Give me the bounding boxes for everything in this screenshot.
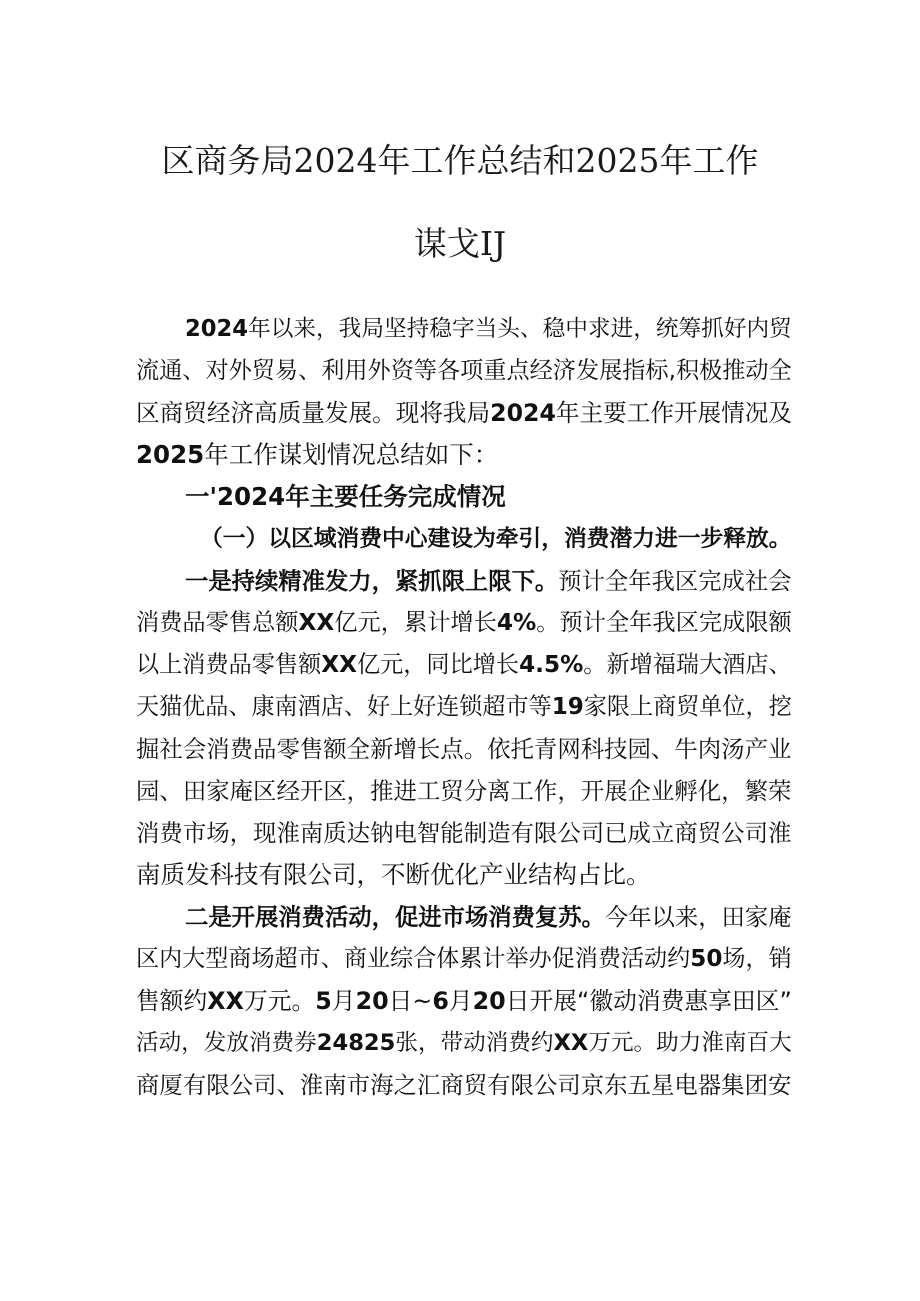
text-segment: 亿元，累计增长 [334,609,497,636]
text-segment: 区商贸经济高质量发展。现将我局 [136,399,491,427]
text-segment: 年以来，我局坚持稳字当头、稳中求进，统筹抓好内贸 [248,316,792,342]
text-segment: 月 [448,987,473,1015]
text-segment: 日开展“徽动消费惠享田区” [505,987,792,1015]
bold-text-segment: 20 [472,987,506,1015]
bold-text-segment: 一是持续精准发力，紧抓限上限下。 [185,567,559,595]
text-line [136,896,792,938]
document-title-line-1: 区商务局2024年工作总结和2025年工作 [161,141,759,180]
text-segment: 家限上商贸单位，挖 [583,694,792,720]
text-segment: 消费市场，现淮南质达钠电智能制造有限公司已成立商贸公司淮 [136,819,792,847]
bold-text-segment: 4.5% [519,652,584,678]
text-segment: 。预计全年我区完成限额 [536,609,792,636]
bold-text-segment: 2024 [490,399,556,427]
text-segment: 售额约 [136,987,208,1015]
bold-text-segment: XX [207,987,244,1015]
bold-text-segment: 4% [496,609,537,636]
text-line [136,728,792,770]
text-line [136,770,792,812]
text-segment: 流通、对外贸易、利用外资等各项重点经济发展指标,积极推动全 [136,358,792,384]
bold-text-segment: 6 [432,987,449,1015]
text-segment: 掘社会消费品零售额全新增长点。依托青网科技园、牛肉汤产业 [136,735,792,763]
text-segment: 年主要工作开展情况及 [555,399,792,427]
bold-text-segment: XX [298,609,335,636]
text-segment: 消费品零售总额 [136,609,299,636]
text-segment: 商厦有限公司、淮南市海之汇商贸有限公司京东五星电器集团安 [136,1071,792,1099]
text-line [136,350,792,392]
document-title-line-2: 谋戈IJ [413,224,507,263]
bold-text-segment: 2024 [185,316,249,342]
text-segment: 日~ [388,987,433,1015]
bold-text-segment: 5 [315,987,332,1015]
text-line [136,434,792,476]
text-line [136,686,792,728]
bold-text-segment: 50 [690,946,723,972]
bold-text-segment: （一）以区域消费中心建设为牵引，消费潜力进一步释放。 [200,526,792,552]
text-line [136,854,792,896]
bold-text-segment: XX [321,652,357,678]
text-segment: 区内大型商场超市、商业综合体累计举办促消费活动约 [136,946,691,972]
text-line [136,392,792,434]
text-segment: 今年以来，田家庵 [604,903,792,931]
document-body [136,308,792,1106]
text-segment: 预计全年我区完成社会 [558,567,792,595]
bold-text-segment: 二是开展消费活动，促进市场消费复苏。 [185,903,605,931]
text-line [136,1022,792,1064]
bold-text-segment: XX [553,1030,589,1056]
text-line [136,644,792,686]
text-line [136,980,792,1022]
bold-text-segment: 19 [551,694,584,720]
text-segment: 园、田家庵区经开区，推进工贸分离工作，开展企业孵化，繁荣 [136,777,792,805]
text-segment: 张，带动消费约 [395,1030,554,1056]
text-segment: 南质发科技有限公司，不断优化产业结构占比。 [136,860,651,889]
text-line [136,476,792,518]
text-line [136,602,792,644]
text-segment: 万元。助力淮南百大 [588,1030,792,1056]
text-segment: 万元。 [243,987,316,1015]
text-line [136,518,792,560]
text-segment: 活动，发放消费券 [136,1030,317,1056]
text-line [136,812,792,854]
text-segment: 亿元，同比增长 [356,652,520,678]
text-segment: 月 [331,987,356,1015]
text-line [136,308,792,350]
bold-text-segment: 一'2024年主要任务完成情况 [185,482,506,511]
bold-text-segment: 20 [355,987,389,1015]
text-segment: 。新增福瑞大酒店、 [583,652,792,678]
text-segment: 天猫优品、康南酒店、好上好连锁超市等 [136,694,552,720]
text-line [136,560,792,602]
bold-text-segment: 24825 [316,1030,396,1056]
text-segment: 年工作谋划情况总结如下： [204,440,499,469]
text-segment: 以上消费品零售额 [136,652,322,678]
bold-text-segment: 2025 [136,440,205,469]
text-line [136,938,792,980]
text-line [136,1064,792,1106]
text-segment: 场，销 [722,946,792,972]
